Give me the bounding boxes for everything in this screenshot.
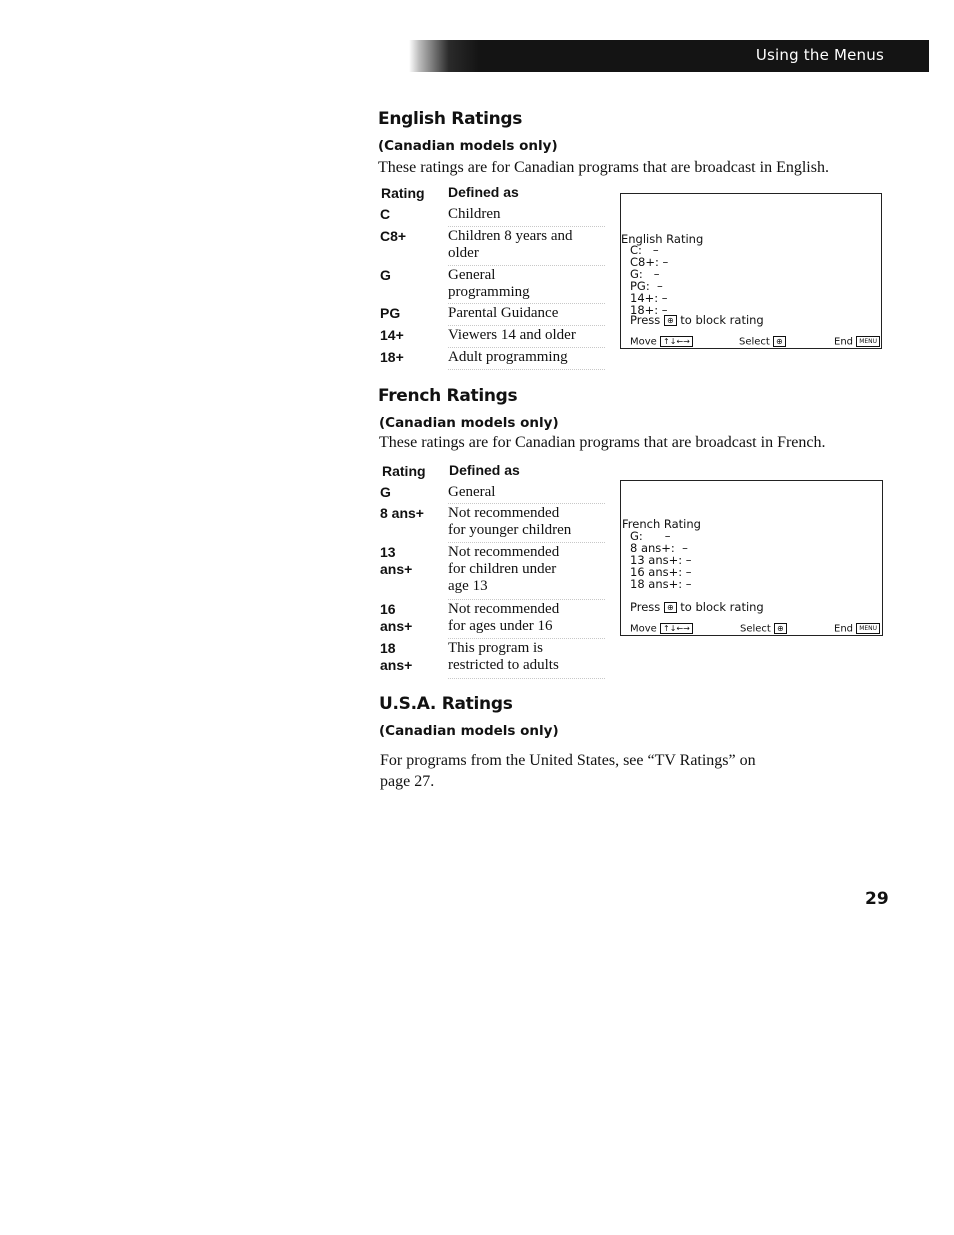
rating-definition: Not recommended for children under age 13 [448, 544, 560, 594]
select-key-icon: ⊕ [773, 336, 786, 347]
english-screen-press [630, 314, 764, 326]
select-key-icon: ⊕ [774, 623, 787, 634]
screen-rating-line: C: – [630, 243, 659, 257]
rating-code: C8+ [380, 228, 407, 244]
screen-rating-line: 8 ans+: – [630, 541, 688, 555]
row-divider [448, 638, 605, 639]
rating-code: 14+ [380, 327, 404, 343]
footer-end-label: End [834, 336, 854, 348]
row-divider [448, 303, 605, 304]
rating-definition: Viewers 14 and older [448, 327, 576, 343]
row-divider [448, 678, 605, 679]
rating-definition: Children [448, 206, 501, 222]
french-screen-footer-end [834, 623, 880, 636]
page-number: 29 [865, 889, 889, 909]
english-ratings-subtitle: (Canadian models only) [378, 138, 558, 154]
footer-select-label: Select [740, 623, 771, 635]
english-screen-title: English Rating [621, 232, 704, 246]
rating-definition: Not recommended for younger children [448, 505, 572, 538]
usa-ratings-body: For programs from the United States, see “TV Ratings” on page 27. [380, 752, 756, 790]
header-title: Using the Menus [755, 46, 884, 64]
french-ratings-intro: These ratings are for Canadian programs that are broadcast in French. [379, 434, 826, 451]
row-divider [448, 325, 605, 326]
row-divider [448, 599, 605, 600]
french-ratings-heading: French Ratings [378, 386, 518, 406]
screen-rating-line: 13 ans+: – [630, 553, 692, 567]
usa-ratings-subtitle: (Canadian models only) [379, 723, 559, 739]
rating-code: PG [380, 305, 401, 321]
table-row [380, 484, 605, 505]
french-ratings-subtitle: (Canadian models only) [379, 415, 559, 431]
screen-rating-line: G: – [630, 267, 660, 281]
french-rating-screen [620, 480, 883, 636]
screen-rating-line: PG: – [630, 279, 663, 293]
press-label: Press [630, 313, 661, 327]
press-label: Press [630, 600, 661, 614]
rating-code: G [380, 484, 391, 500]
french-screen-footer-select [740, 623, 787, 636]
french-screen-press [630, 601, 764, 613]
row-divider [448, 265, 605, 266]
table-row [380, 349, 605, 371]
table-row [380, 267, 605, 305]
menu-key-icon: MENU [856, 623, 880, 634]
press-suffix: to block rating [680, 600, 764, 614]
french-screen-footer-move [630, 623, 693, 636]
select-key-icon: ⊕ [664, 315, 677, 326]
rating-definition: Not recommended for ages under 16 [448, 601, 560, 634]
rating-definition: Children 8 years and older [448, 228, 573, 261]
screen-rating-line: 14+: – [630, 291, 668, 305]
usa-ratings-heading: U.S.A. Ratings [379, 694, 513, 714]
english-col-rating: Rating [381, 185, 425, 201]
english-ratings-intro: These ratings are for Canadian programs that are broadcast in English. [378, 159, 829, 176]
english-screen-footer-move [630, 336, 693, 349]
english-rating-screen [620, 193, 882, 349]
rating-code: 13 ans+ [380, 544, 413, 577]
footer-select-label: Select [739, 336, 770, 348]
rating-code: C [380, 206, 391, 222]
table-row [380, 601, 605, 640]
menu-key-icon: MENU [856, 336, 880, 347]
row-divider [448, 347, 605, 348]
arrow-keys-icon: ↑↓←→ [660, 623, 693, 634]
rating-definition: General [448, 484, 496, 500]
footer-move-label: Move [630, 623, 657, 635]
rating-definition: General programming [448, 267, 530, 300]
screen-rating-line: 18+: – [630, 303, 668, 317]
screen-rating-line: G: – [630, 529, 671, 543]
screen-rating-line: 18 ans+: – [630, 577, 692, 591]
english-screen-footer-select [739, 336, 786, 349]
table-row [380, 327, 605, 349]
french-col-defined: Defined as [449, 462, 520, 478]
footer-end-label: End [834, 623, 854, 635]
press-suffix: to block rating [680, 313, 764, 327]
rating-definition: Adult programming [448, 349, 568, 365]
table-row [380, 228, 605, 267]
rating-code: 8 ans+ [380, 505, 424, 521]
table-row [380, 206, 605, 228]
rating-code: 18 ans+ [380, 640, 413, 673]
rating-definition: Parental Guidance [448, 305, 559, 321]
arrow-keys-icon: ↑↓←→ [660, 336, 693, 347]
row-divider [448, 226, 605, 227]
rating-definition: This program is restricted to adults [448, 640, 559, 673]
screen-rating-line: C8+: – [630, 255, 669, 269]
row-divider [448, 369, 605, 370]
row-divider [448, 503, 605, 504]
row-divider [448, 542, 605, 543]
rating-code: 16 ans+ [380, 601, 413, 634]
english-col-defined: Defined as [448, 184, 519, 200]
table-row [380, 305, 605, 327]
rating-code: 18+ [380, 349, 404, 365]
french-col-rating: Rating [382, 463, 426, 479]
rating-code: G [380, 267, 391, 283]
table-row [380, 640, 605, 680]
table-row [380, 505, 605, 544]
english-ratings-heading: English Ratings [378, 109, 523, 129]
footer-move-label: Move [630, 336, 657, 348]
french-screen-title: French Rating [622, 517, 701, 531]
screen-rating-line: 16 ans+: – [630, 565, 692, 579]
select-key-icon: ⊕ [664, 602, 677, 613]
english-screen-footer-end [834, 336, 880, 349]
table-row [380, 544, 605, 601]
